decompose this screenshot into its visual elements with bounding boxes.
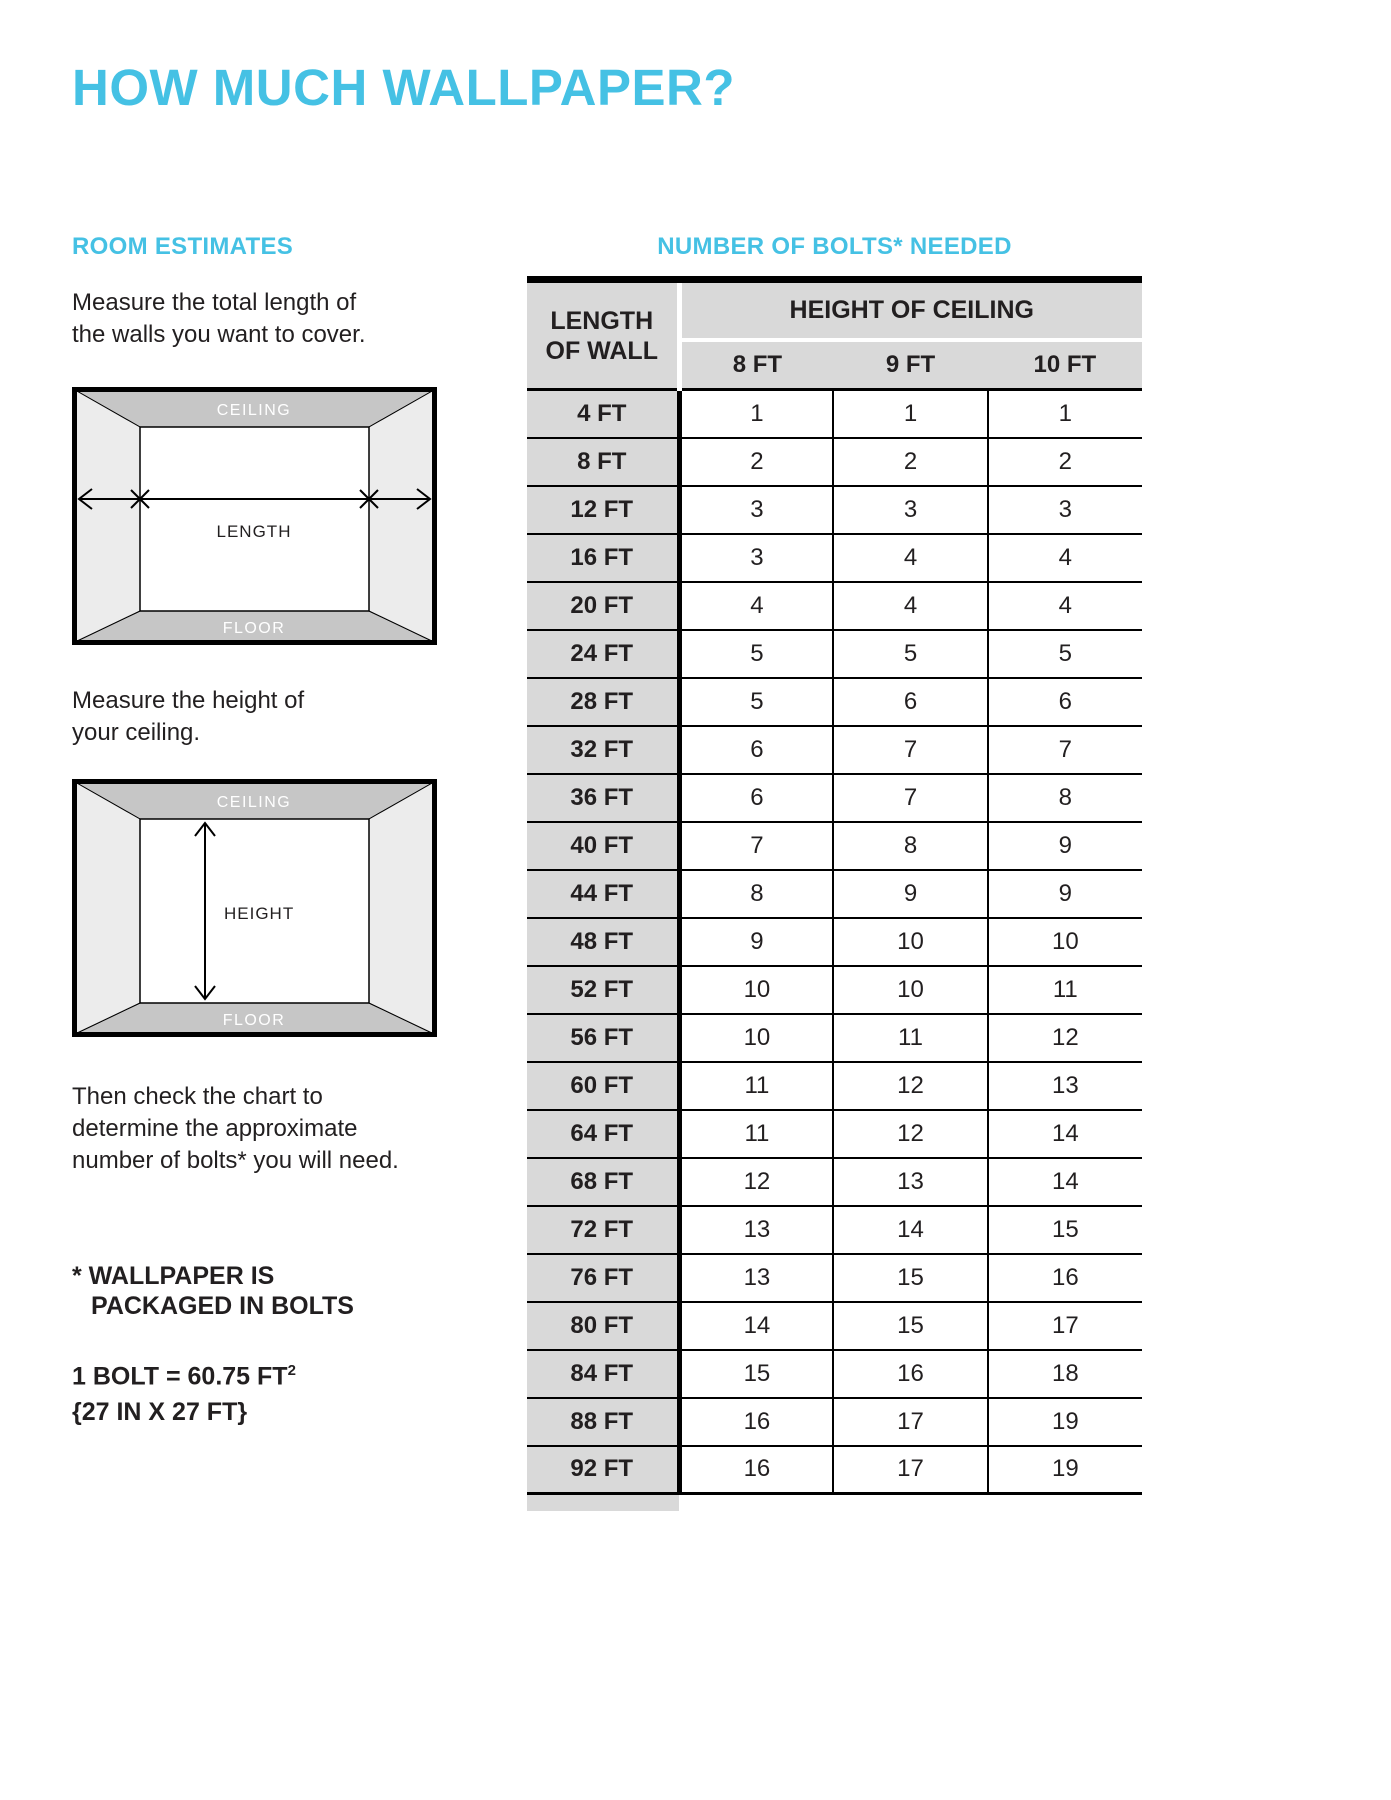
table-row	[527, 726, 1142, 774]
wall-length-cell: 88 FT	[527, 1398, 679, 1446]
bolt-count-cell: 15	[679, 1350, 833, 1398]
table-row	[527, 630, 1142, 678]
table-row	[527, 486, 1142, 534]
bolt-count-cell: 12	[833, 1062, 987, 1110]
bolts-table-body	[527, 390, 1142, 1494]
instruction-text: the walls you want to cover.	[72, 321, 366, 348]
wall-face	[140, 427, 369, 611]
bolt-count-cell: 8	[679, 870, 833, 918]
table-row	[527, 534, 1142, 582]
bolt-count-cell: 4	[988, 534, 1142, 582]
header-row	[527, 280, 1142, 340]
header-text: OF WALL	[545, 336, 658, 365]
bolt-count-cell: 10	[833, 918, 987, 966]
bolt-count-cell: 4	[988, 582, 1142, 630]
table-row	[527, 1158, 1142, 1206]
bolt-count-cell: 7	[988, 726, 1142, 774]
bolt-count-cell: 1	[833, 390, 987, 438]
bolt-count-cell: 17	[833, 1398, 987, 1446]
bolt-count-cell: 11	[988, 966, 1142, 1014]
instruction-text: Then check the chart to	[72, 1083, 323, 1110]
bolt-count-cell: 13	[679, 1254, 833, 1302]
bolt-count-cell: 13	[833, 1158, 987, 1206]
table-row	[527, 390, 1142, 438]
table-footer-stub	[527, 1495, 679, 1511]
bolt-count-cell: 14	[988, 1158, 1142, 1206]
wall-length-cell: 48 FT	[527, 918, 679, 966]
bolt-count-cell: 12	[988, 1014, 1142, 1062]
bolt-count-cell: 2	[988, 438, 1142, 486]
table-row	[527, 1350, 1142, 1398]
table-row	[527, 966, 1142, 1014]
bolt-count-cell: 11	[833, 1014, 987, 1062]
instruction-measure-height	[72, 685, 457, 749]
instruction-text: determine the approximate	[72, 1115, 358, 1142]
bolt-count-cell: 14	[833, 1206, 987, 1254]
bolt-count-cell: 2	[833, 438, 987, 486]
wall-length-cell: 16 FT	[527, 534, 679, 582]
bolt-count-cell: 3	[679, 534, 833, 582]
col-header-10ft: 10 FT	[988, 340, 1142, 390]
bolt-count-cell: 4	[833, 534, 987, 582]
bolt-count-cell: 10	[833, 966, 987, 1014]
table-row	[527, 1302, 1142, 1350]
bolt-count-cell: 12	[833, 1110, 987, 1158]
wall-length-cell: 8 FT	[527, 438, 679, 486]
bolt-equation: 1 BOLT = 60.75 $FT^2$	[72, 1362, 296, 1391]
bolt-count-cell: 6	[988, 678, 1142, 726]
bolt-count-cell: 11	[679, 1110, 833, 1158]
bolt-count-cell: 13	[679, 1206, 833, 1254]
wall-length-cell: 20 FT	[527, 582, 679, 630]
bolt-count-cell: 16	[679, 1398, 833, 1446]
instruction-check-chart	[72, 1081, 457, 1177]
wall-length-cell: 80 FT	[527, 1302, 679, 1350]
wall-length-cell: 56 FT	[527, 1014, 679, 1062]
col-header-9ft: 9 FT	[833, 340, 987, 390]
bolts-needed-heading: NUMBER OF BOLTS* NEEDED	[657, 233, 1012, 260]
table-row	[527, 918, 1142, 966]
table-row	[527, 582, 1142, 630]
wall-length-cell: 92 FT	[527, 1446, 679, 1494]
room-estimates-section	[72, 233, 457, 1430]
bolt-count-cell: 15	[833, 1254, 987, 1302]
wall-length-cell: 12 FT	[527, 486, 679, 534]
table-row	[527, 1446, 1142, 1494]
bolt-count-cell: 3	[988, 486, 1142, 534]
wall-length-cell: 40 FT	[527, 822, 679, 870]
instruction-measure-length	[72, 287, 457, 351]
floor-label: FLOOR	[222, 1012, 286, 1029]
right-wall	[369, 390, 434, 642]
bolt-count-cell: 8	[988, 774, 1142, 822]
table-row	[527, 774, 1142, 822]
footnote-text: PACKAGED IN BOLTS	[91, 1292, 354, 1320]
bolt-count-cell: 13	[988, 1062, 1142, 1110]
bolt-count-cell: 17	[988, 1302, 1142, 1350]
page-title: HOW MUCH WALLPAPER?	[72, 59, 735, 116]
bolt-count-cell: 9	[988, 870, 1142, 918]
bolt-count-cell: 10	[679, 966, 833, 1014]
table-row	[527, 1206, 1142, 1254]
bolt-count-cell: 10	[679, 1014, 833, 1062]
height-of-ceiling-header: HEIGHT OF CEILING	[679, 280, 1142, 340]
table-row	[527, 870, 1142, 918]
bolt-count-cell: 15	[988, 1206, 1142, 1254]
bolt-count-cell: 7	[833, 726, 987, 774]
bolt-size-info	[72, 1353, 457, 1430]
bolt-count-cell: 15	[833, 1302, 987, 1350]
wall-length-cell: 44 FT	[527, 870, 679, 918]
bolt-count-cell: 12	[679, 1158, 833, 1206]
wall-length-cell: 68 FT	[527, 1158, 679, 1206]
bolt-count-cell: 16	[679, 1446, 833, 1494]
table-row	[527, 822, 1142, 870]
table-row	[527, 1110, 1142, 1158]
bolt-count-cell: 9	[988, 822, 1142, 870]
bolts-chart-section	[527, 233, 1142, 1511]
squared-exponent: 2	[287, 1362, 296, 1379]
length-diagram	[72, 387, 437, 645]
ceiling-label: CEILING	[216, 794, 292, 811]
length-label: LENGTH	[216, 522, 292, 541]
bolt-count-cell: 4	[833, 582, 987, 630]
instruction-text: Measure the total length of	[72, 289, 357, 316]
wall-length-cell: 76 FT	[527, 1254, 679, 1302]
height-diagram	[72, 779, 437, 1037]
bolts-footnote	[72, 1261, 457, 1321]
bolt-count-cell: 5	[988, 630, 1142, 678]
bolt-count-cell: 17	[833, 1446, 987, 1494]
bolt-count-cell: 14	[988, 1110, 1142, 1158]
content-columns	[72, 233, 1331, 1511]
bolt-count-cell: 1	[679, 390, 833, 438]
bolt-count-cell: 16	[988, 1254, 1142, 1302]
height-label: HEIGHT	[224, 904, 295, 923]
wall-length-cell: 28 FT	[527, 678, 679, 726]
bolt-count-cell: 9	[679, 918, 833, 966]
bolt-count-cell: 5	[833, 630, 987, 678]
bolt-count-cell: 4	[679, 582, 833, 630]
bolt-count-cell: 11	[679, 1062, 833, 1110]
ceiling-label: CEILING	[216, 402, 292, 419]
bolt-count-cell: 18	[988, 1350, 1142, 1398]
wall-length-cell: 32 FT	[527, 726, 679, 774]
wall-length-cell: 60 FT	[527, 1062, 679, 1110]
room-estimates-heading: ROOM ESTIMATES	[72, 233, 294, 260]
instruction-text: your ceiling.	[72, 719, 201, 746]
col-header-8ft: 8 FT	[679, 340, 833, 390]
length-of-wall-header	[527, 280, 679, 390]
right-wall	[369, 782, 434, 1034]
wall-length-cell: 84 FT	[527, 1350, 679, 1398]
bolt-count-cell: 6	[833, 678, 987, 726]
bolts-table	[527, 276, 1142, 1495]
table-row	[527, 438, 1142, 486]
bolt-count-cell: 1	[988, 390, 1142, 438]
bolt-count-cell: 10	[988, 918, 1142, 966]
header-text: LENGTH	[550, 306, 654, 335]
floor-label: FLOOR	[222, 620, 286, 637]
footnote-text: * WALLPAPER IS	[72, 1262, 275, 1290]
wall-length-cell: 4 FT	[527, 390, 679, 438]
bolt-count-cell: 9	[833, 870, 987, 918]
bolt-count-cell: 2	[679, 438, 833, 486]
bolt-count-cell: 8	[833, 822, 987, 870]
instruction-text: number of bolts* you will need.	[72, 1147, 399, 1174]
bolt-count-cell: 5	[679, 678, 833, 726]
bolt-count-cell: 19	[988, 1398, 1142, 1446]
bolt-count-cell: 5	[679, 630, 833, 678]
bolt-count-cell: 14	[679, 1302, 833, 1350]
table-row	[527, 1398, 1142, 1446]
bolt-dimensions: {27 IN X 27 FT}	[72, 1398, 248, 1427]
wall-length-cell: 24 FT	[527, 630, 679, 678]
bolt-count-cell: 16	[833, 1350, 987, 1398]
table-row	[527, 1014, 1142, 1062]
left-wall	[75, 782, 140, 1034]
bolt-count-cell: 3	[833, 486, 987, 534]
bolt-count-cell: 7	[833, 774, 987, 822]
table-row	[527, 1062, 1142, 1110]
wall-length-cell: 36 FT	[527, 774, 679, 822]
table-header	[527, 280, 1142, 390]
bolt-count-cell: 6	[679, 726, 833, 774]
table-row	[527, 678, 1142, 726]
table-row	[527, 1254, 1142, 1302]
wall-length-cell: 52 FT	[527, 966, 679, 1014]
bolt-count-cell: 19	[988, 1446, 1142, 1494]
instruction-text: Measure the height of	[72, 687, 305, 714]
bolt-count-cell: 6	[679, 774, 833, 822]
wall-length-cell: 64 FT	[527, 1110, 679, 1158]
left-wall	[75, 390, 140, 642]
wall-length-cell: 72 FT	[527, 1206, 679, 1254]
bolt-count-cell: 3	[679, 486, 833, 534]
bolt-count-cell: 7	[679, 822, 833, 870]
